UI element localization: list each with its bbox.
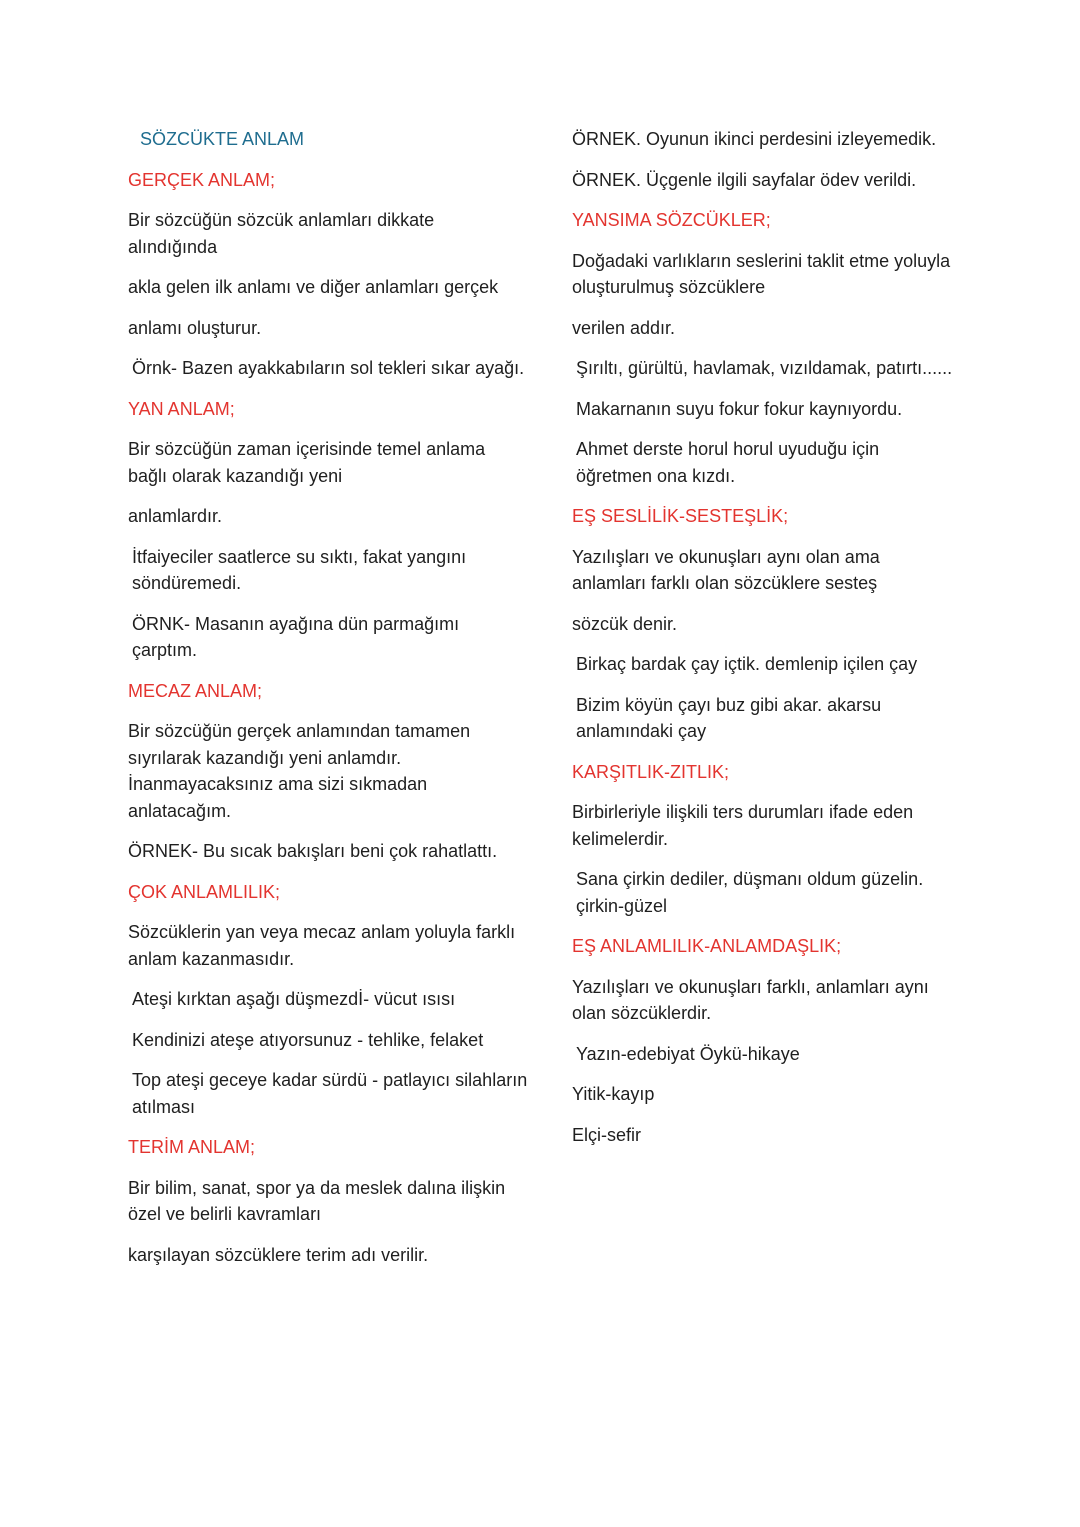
example: Elçi-sefir [572,1124,642,1145]
paragraph: Bir sözcüğün zaman içerisinde temel anlama bağlı olarak kazandığı yeni [128,439,486,486]
paragraph: Birbirleriyle ilişkili ters durumları ifade eden kelimelerdir. [572,802,914,849]
example: Kendinizi ateşe atıyorsunuz - tehlike, felaket [132,1029,484,1050]
paragraph: anlamlardır. [128,506,223,526]
paragraph: Yazılışları ve okunuşları farklı, anlamları aynı olan sözcüklerdir. [572,976,929,1023]
example: Makarnanın suyu fokur fokur kaynıyordu. [576,398,903,419]
paragraph: sözcük denir. [572,613,678,634]
example: ÖRNEK. Üçgenle ilgili sayfalar ödev verildi. [572,169,917,190]
paragraph: Doğadaki varlıkların seslerini taklit etme yoluyla oluşturulmuş sözcüklere [572,250,951,297]
heading-es-seslilik: EŞ SESLİLİK-SESTEŞLİK; [572,506,789,526]
heading-es-anlamlilik: EŞ ANLAMLILIK-ANLAMDAŞLIK; [572,936,842,956]
paragraph: anlamı oluşturur. [128,317,262,338]
example: ÖRNEK- Bu sıcak bakışları beni çok rahatlattı. [128,841,498,861]
paragraph: Bir sözcüğün gerçek anlamından tamamen sıyrılarak kazandığı yeni anlamdır. İnanmayacaksınız ama sizi sıkmadan anlatacağım. [128,721,471,821]
example: ÖRNEK. Oyunun ikinci perdesini izleyemedik. [572,129,937,149]
heading-terim-anlam: TERİM ANLAM; [128,1137,256,1157]
paragraph: Bir bilim, sanat, spor ya da meslek dalına ilişkin özel ve belirli kavramları [128,1177,506,1224]
example: Şırıltı, gürültü, havlamak, vızıldamak, patırtı...... [576,358,953,378]
example: Top ateşi geceye kadar sürdü - patlayıcı silahların atılması [132,1070,528,1117]
paragraph: verilen addır. [572,317,676,338]
example: Ahmet derste horul horul uyuduğu için öğretmen ona kızdı. [576,439,880,486]
page-title: SÖZCÜKTE ANLAM [140,129,305,149]
example: Birkaç bardak çay içtik. demlenip içilen çay [576,654,918,674]
example: İtfaiyeciler saatlerce su sıktı, fakat yangını söndüremedi. [132,546,467,593]
example: Ateşi kırktan aşağı düşmezdİ- vücut ısısı [132,989,456,1009]
example: Bizim köyün çayı buz gibi akar. akarsu anlamındaki çay [576,694,882,741]
example: Örnk- Bazen ayakkabıların sol tekleri sıkar ayağı. [132,358,525,378]
heading-karsitlik: KARŞITLIK-ZITLIK; [572,761,730,782]
example: ÖRNK- Masanın ayağına dün parmağımı çarptım. [132,613,460,660]
paragraph: Sözcüklerin yan veya mecaz anlam yoluyla farklı anlam kazanmasıdır. [128,922,516,969]
heading-yan-anlam: YAN ANLAM; [128,398,235,419]
paragraph: akla gelen ilk anlamı ve diğer anlamları gerçek [128,277,499,297]
heading-yansima-sozcukler: YANSIMA SÖZCÜKLER; [572,210,771,230]
paragraph: Bir sözcüğün sözcük anlamları dikkate alındığında [128,210,435,257]
paragraph: karşılayan sözcüklere terim adı verilir. [128,1244,429,1265]
heading-cok-anlamlilik: ÇOK ANLAMLILIK; [128,881,281,902]
example: Yitik-kayıp [572,1084,655,1104]
right-column [572,126,957,1162]
left-column [128,126,528,1282]
heading-gercek-anlam: GERÇEK ANLAM; [128,169,276,190]
example: Yazın-edebiyat Öykü-hikaye [576,1043,800,1064]
example: Sana çirkin dediler, düşmanı oldum güzelin. çirkin-güzel [576,869,924,916]
paragraph: Yazılışları ve okunuşları aynı olan ama anlamları farklı olan sözcüklere sesteş [572,546,880,593]
heading-mecaz-anlam: MECAZ ANLAM; [128,680,263,701]
